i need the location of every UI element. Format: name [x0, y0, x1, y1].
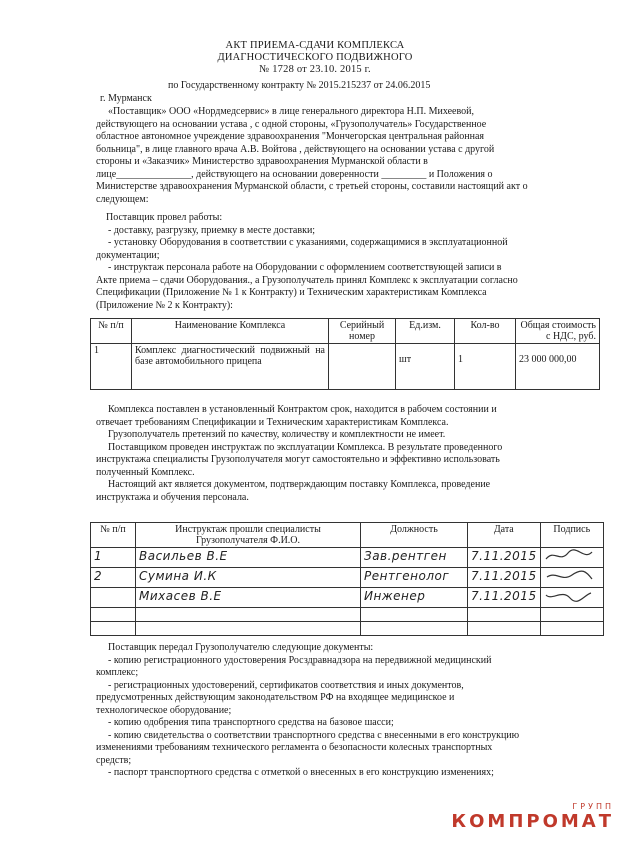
table-cell: [91, 622, 136, 636]
works-line: - установку Оборудования в соответствии с указаниями, содержащимися в эксплуатационной: [108, 237, 508, 248]
table-header-row: [91, 523, 604, 548]
table-row: [91, 588, 604, 608]
table-cell: 7.11.2015: [468, 568, 541, 588]
col-header: Инструктаж прошли специалисты Грузополучателя Ф.И.О.: [136, 523, 361, 548]
intro-line: областное автономное учреждение здравоохранения "Мончегорская центральная районная: [96, 131, 485, 142]
col-header: Дата: [468, 523, 541, 548]
documents-line: комплекс;: [96, 667, 139, 678]
middle-line: инструктажа специалисты Грузополучателя могут самостоятельно и эффективно использовать: [96, 454, 500, 465]
intro-line: Министерстве здравоохранения Мурманской области, с третьей стороны, составили настоящий акт о: [96, 181, 528, 192]
middle-line: Комплекса поставлен в установленный Контрактом срок, находится в рабочем состоянии и: [108, 404, 497, 415]
documents-line: изменениями требованиям технического регламента о безопасности колесных транспортных: [96, 742, 493, 753]
middle-line: инструктажа и обучения персонала.: [96, 491, 249, 503]
col-header: Подпись: [540, 523, 603, 548]
works-line: - доставку, разгрузку, приемку в месте доставки;: [108, 224, 316, 236]
documents-line: технологическое оборудование;: [96, 704, 232, 716]
documents-line: - копию свидетельства о соответствии транспортного средства с внесенными в его конструкцию: [108, 729, 520, 741]
table-cell: [468, 608, 541, 622]
intro-line: следующем:: [96, 193, 149, 205]
signature-cell: [540, 548, 603, 568]
table-cell: 23 000 000,00: [516, 344, 600, 390]
table-cell: 1: [91, 548, 136, 568]
middle-line: полученный Комплекс.: [96, 466, 195, 478]
intro-line: действующего на основании устава , с одной стороны, «Грузополучатель» Государственное: [96, 118, 487, 130]
table-cell: 7.11.2015: [468, 548, 541, 568]
col-header: Ед.изм.: [396, 319, 455, 344]
signature-cell: [540, 568, 603, 588]
documents-paragraph: [96, 642, 590, 780]
table-cell: 7.11.2015: [468, 588, 541, 608]
middle-line: отвечает требованиям Спецификации и Техническим характеристикам Комплекса.: [96, 416, 449, 428]
works-line: Спецификации (Приложение № 1 к Контракту) и Техническим характеристикам Комплекса: [96, 287, 487, 298]
table-cell: Зав.рентген: [361, 548, 468, 568]
col-header: Серийный номер: [329, 319, 396, 344]
training-table: [90, 522, 604, 636]
documents-line: средств;: [96, 754, 132, 766]
col-header: № п/п: [91, 523, 136, 548]
table-cell: [329, 344, 396, 390]
table-row: [91, 622, 604, 636]
col-header: Должность: [361, 523, 468, 548]
intro-paragraph: [96, 106, 590, 206]
table-cell: [136, 622, 361, 636]
intro-line: больница", в лице главного врача А.В. Войтова , действующего на основании устава с другой: [96, 143, 495, 155]
table-cell: Комплекс диагностический подвижный на базе автомобильного прицепа: [132, 344, 329, 390]
documents-line: - копию одобрения типа транспортного средства на базовое шасси;: [108, 717, 394, 728]
signature-drawing: [544, 569, 594, 583]
title-line-2: ДИАГНОСТИЧЕСКОГО ПОДВИЖНОГО: [217, 52, 413, 63]
table-cell: Рентгенолог: [361, 568, 468, 588]
signature-drawing: [544, 589, 594, 603]
table-cell: [91, 588, 136, 608]
works-title: Поставщик провел работы:: [106, 212, 223, 223]
table-cell: [361, 622, 468, 636]
table-row: [91, 548, 604, 568]
table-cell: [136, 608, 361, 622]
works-line: (Приложение № 2 к Контракту):: [96, 299, 233, 311]
table-cell: Сумина И.К: [136, 568, 361, 588]
table-row: [91, 344, 600, 390]
title-line-1: АКТ ПРИЕМА-СДАЧИ КОМПЛЕКСА: [225, 40, 405, 51]
middle-line: Настоящий акт является документом, подтверждающим поставку Комплекса, проведение: [108, 479, 491, 490]
table-cell: Михасев В.Е: [136, 588, 361, 608]
documents-line: предусмотренных действующим законодательством РФ на входящее медицинское и: [96, 692, 455, 703]
table-cell: 1: [455, 344, 516, 390]
works-paragraph: [96, 212, 590, 312]
city: г. Мурманск: [100, 93, 152, 104]
table-cell: [540, 622, 603, 636]
complex-table: [90, 318, 600, 390]
table-row: [91, 568, 604, 588]
col-header: Наименование Комплекса: [132, 319, 329, 344]
table-cell: [91, 608, 136, 622]
contract-reference: по Государственному контракту № 2015.215237 от 24.06.2015: [168, 80, 431, 91]
table-cell: [361, 608, 468, 622]
table-cell: Инженер: [361, 588, 468, 608]
documents-title: Поставщик передал Грузополучателю следующие документы:: [108, 642, 374, 653]
table-cell: 2: [91, 568, 136, 588]
middle-line: Поставщиком проведен инструктаж по эксплуатации Комплекса. В результате проведенного: [108, 441, 503, 453]
middle-paragraph: [96, 404, 590, 504]
intro-line: стороны и «Заказчик» Министерство здравоохранения Мурманской области в: [96, 156, 428, 167]
watermark-main: КОМПРОМАТ: [451, 811, 614, 832]
works-line: - инструктаж персонала работе на Оборудовании с оформлением соответствующей записи в: [108, 262, 502, 273]
col-header: Кол-во: [455, 319, 516, 344]
works-line: Акте приема – сдачи Оборудования., а Грузополучатель принял Комплекс к эксплуатации согласно: [96, 274, 518, 286]
documents-line: - регистрационных удостоверений, сертификатов соответствия и иных документов,: [108, 679, 464, 691]
table-cell: 1: [91, 344, 132, 390]
signature-cell: [540, 588, 603, 608]
works-line: документации;: [96, 249, 160, 261]
document-title: [150, 40, 480, 76]
watermark-logo: [451, 802, 614, 832]
col-header: Общая стоимость с НДС, руб.: [516, 319, 600, 344]
col-header: № п/п: [91, 319, 132, 344]
signature-drawing: [544, 549, 594, 563]
table-header-row: [91, 319, 600, 344]
table-cell: шт: [396, 344, 455, 390]
table-cell: Васильев В.Е: [136, 548, 361, 568]
intro-line: «Поставщик» ООО «Нордмедсервис» в лице генерального директора Н.П. Михеевой,: [108, 106, 474, 117]
documents-line: - копию регистрационного удостоверения Росздравнадзора на передвижной медицинский: [108, 654, 492, 666]
title-line-3: № 1728 от 23.10. 2015 г.: [259, 64, 371, 75]
table-cell: [540, 608, 603, 622]
middle-line: Грузополучатель претензий по качеству, количеству и комплектности не имеет.: [108, 429, 446, 440]
table-row: [91, 608, 604, 622]
documents-line: - паспорт транспортного средства с отметкой о внесенных в его конструкцию изменениях;: [108, 767, 494, 778]
table-cell: [468, 622, 541, 636]
watermark-top: ГРУПП: [572, 802, 614, 811]
intro-line: лице_______________, действующего на основании доверенности _________ и Положения о: [96, 168, 493, 180]
